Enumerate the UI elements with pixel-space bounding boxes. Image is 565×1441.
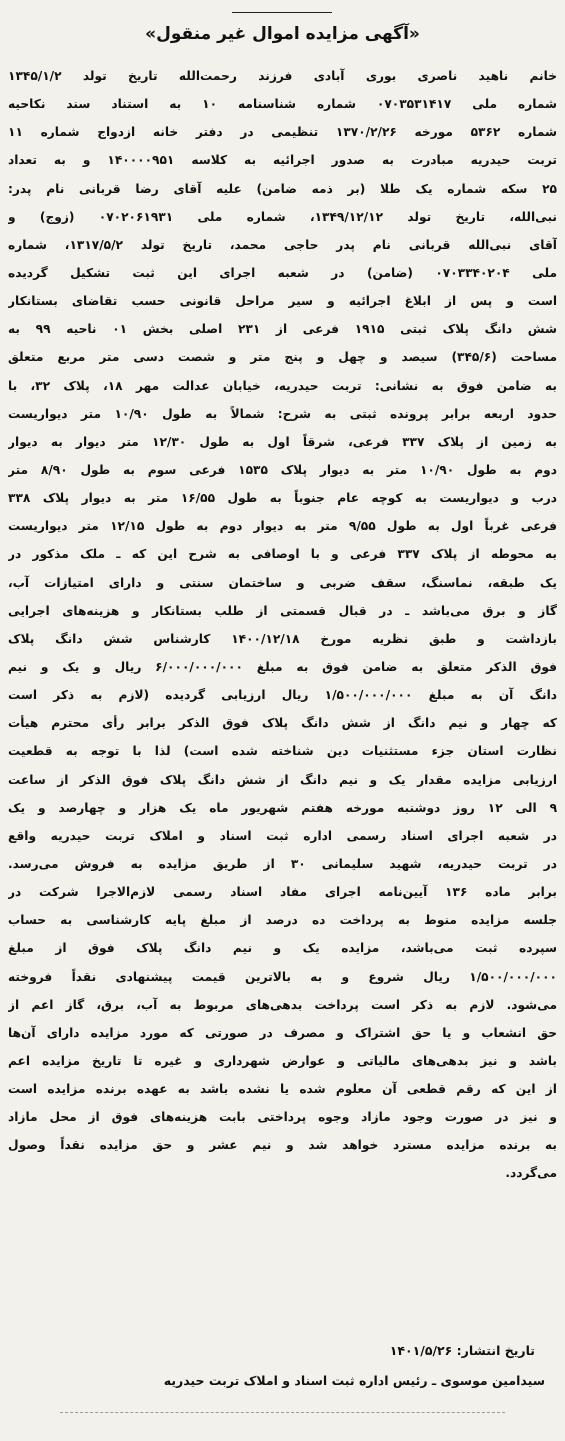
bottom-divider <box>60 1412 505 1413</box>
notice-line: می‌گردد. <box>505 1166 557 1181</box>
notice-title: «آگهی مزایده اموال غیر منقول» <box>145 24 420 44</box>
notice-line: شش دانگ پلاک ثبتی ۱۹۱۵ فرعی از ۲۳۱ اصلی بخش ۰۱ ناحیه ۹۹ به <box>8 322 557 337</box>
notice-line: ارزیابی مزایده مقدار یک و نیم دانگ از شش دانگ پلاک فوق الذکر از ساعت <box>8 772 557 787</box>
notice-line: گاز و برق می‌باشد ـ در قبال قسمتی از طلب بستانکار و هزینه‌های اجرایی <box>8 603 557 618</box>
notice-body <box>8 62 557 1188</box>
notice-line: دوم به طول ۱۰/۹۰ متر به دیوار پلاک ۱۵۳۵ فرعی سوم به طول ۸/۹۰ متر <box>8 462 557 477</box>
notice-line: درب و دیواریست به کوچه عام جنوباً به طول ۱۶/۵۵ متر به دیوار پلاک ۳۳۸ <box>8 491 557 506</box>
notice-line: در شعبه اجرای اسناد رسمی اداره ثبت اسناد و املاک تربت حیدریه واقع <box>8 828 557 843</box>
notice-line: به محوطه از پلاک ۳۳۷ فرعی و با اوصافی به شرح این که ـ ملک مذکور در <box>8 547 557 562</box>
notice-line: نظارت استان جزء مستثنیات دین شناخته شده است) لذا با توجه به قطعیت <box>8 744 557 759</box>
publish-date: تاریخ انتشار: ۱۴۰۱/۵/۲۶ <box>389 1343 535 1358</box>
notice-line: ملی ۰۷۰۳۳۴۰۲۰۴ (ضامن) در شعبه اجرای این ثبت تشکیل گردیده <box>8 265 557 280</box>
notice-line: جلسه مزایده منوط به پرداخت ده درصد از مبلغ پایه کارشناسی به حساب <box>8 913 557 928</box>
notice-line: حدود اربعه برابر پرونده ثبتی به شرح: شمالاً به طول ۱۰/۹۰ متر دیواریست <box>8 406 557 421</box>
notice-line: حق انشعاب و یا حق اشتراک و مصرف در صورتی که مورد مزایده دارای آن‌ها <box>8 1025 557 1040</box>
notice-line: یک طبقه، نماسنگ، سقف ضربی و ساختمان سنتی و دارای امتیازات آب، <box>8 575 557 590</box>
notice-line: شماره ۵۳۶۲ مورخه ۱۳۷۰/۲/۲۶ تنظیمی در دفتر خانه ازدواج شماره ۱۱ <box>8 125 557 140</box>
notice-line: تربت حیدریه مبادرت به صدور اجرائیه به کلاسه ۱۴۰۰۰۰۹۵۱ و به تعداد <box>8 153 557 168</box>
notice-line: به برنده مزایده مسترد خواهد شد و نیم عشر و حق مزایده نقداً وصول <box>8 1138 557 1153</box>
notice-line: فرعی غرباً اول به طول ۹/۵۵ متر به دیوار دوم به طول ۱۲/۱۵ متر دیواریست <box>8 519 557 534</box>
notice-line: که چهار و نیم دانگ از شش دانگ پلاک فوق الذکر برابر رأی محترم هیأت <box>8 716 557 731</box>
notice-line: به زمین از پلاک ۳۳۷ فرعی، شرقاً اول به طول ۱۲/۳۰ متر دیوار به دیوار <box>8 434 557 449</box>
notice-line: باشد و نیز بدهی‌های مالیاتی و عوارض شهرداری و غیره تا تاریخ مزایده اعم <box>8 1053 557 1068</box>
notice-line: در تربت حیدریه، شهید سلیمانی ۳۰ از طریق مزایده به فروش می‌رسد. <box>8 856 557 871</box>
notice-line: می‌شود. لازم به ذکر است پرداخت بدهی‌های مربوط به آب، برق، گاز اعم از <box>8 997 557 1012</box>
notice-line: فوق الذکر متعلق به ضامن فوق به مبلغ ۶/۰۰۰/۰۰۰/۰۰۰ ریال و یک و نیم <box>8 659 557 674</box>
notice-line: سپرده ثبت می‌باشد، مزایده یک و نیم دانگ پلاک فوق از مبلغ <box>8 941 557 956</box>
notice-line: ۹ الی ۱۲ روز دوشنبه مورخه هفتم شهریور ماه یک هزار و چهارصد و یک <box>8 800 557 815</box>
notice-line: و نیز در صورت وجود مازاد وجوه پرداختی بابت هزینه‌های فوق از محل مازاد <box>8 1110 557 1125</box>
notice-line: نبی‌الله، تاریخ تولد ۱۳۴۹/۱۲/۱۲، شماره ملی ۰۷۰۲۰۶۱۹۳۱ (زوج) و <box>8 209 557 224</box>
notice-line: به ضامن فوق به نشانی: تربت حیدریه، خیابان عدالت مهر ۱۸، پلاک ۳۲، با <box>8 378 557 393</box>
notice-line: آقای نبی‌الله قربانی نام پدر حاجی محمد، تاریخ تولد ۱۳۱۷/۵/۲، شماره <box>8 237 557 252</box>
top-divider <box>232 12 332 13</box>
notice-line: مساحت (۳۴۵/۶) سیصد و چهل و پنج متر و شصت دسی متر مربع متعلق <box>8 350 557 365</box>
notice-line: برابر ماده ۱۳۶ آیین‌نامه اجرای مفاد اسناد رسمی لازم‌الاجرا شرکت در <box>8 885 557 900</box>
notice-line: ۱/۵۰۰/۰۰۰/۰۰۰ ریال شروع و به بالاترین قیمت پیشنهادی نقداً فروخته <box>8 969 557 984</box>
notice-line: از این که رقم قطعی آن معلوم شده یا نشده باشد به عهده برنده مزایده است <box>8 1082 557 1097</box>
signature-line: سیدامین موسوی ـ رئیس اداره ثبت اسناد و املاک تربت حیدریه <box>163 1373 545 1388</box>
notice-line: ۲۵ سکه شماره یک طلا (بر ذمه ضامن) علیه آقای رضا قربانی نام پدر: <box>8 181 557 196</box>
notice-line: خانم ناهید ناصری بوری آبادی فرزند رحمت‌الله تاریخ تولد ۱۳۴۵/۱/۲ <box>8 69 557 83</box>
notice-line: بازداشت و طبق نظریه مورخ ۱۴۰۰/۱۲/۱۸ کارشناس شش دانگ پلاک <box>8 631 557 646</box>
notice-line: دانگ آن به مبلغ ۱/۵۰۰/۰۰۰/۰۰۰ ریال ارزیابی گردیده (لازم به ذکر است <box>8 688 557 703</box>
notice-line: است و پس از ابلاغ اجرائیه و سیر مراحل قانونی حسب تقاضای بستانکار <box>8 294 557 309</box>
notice-line: شماره ملی ۰۷۰۳۵۳۱۴۱۷ شماره شناسنامه ۱۰ به استناد سند نکاحیه <box>8 97 557 112</box>
